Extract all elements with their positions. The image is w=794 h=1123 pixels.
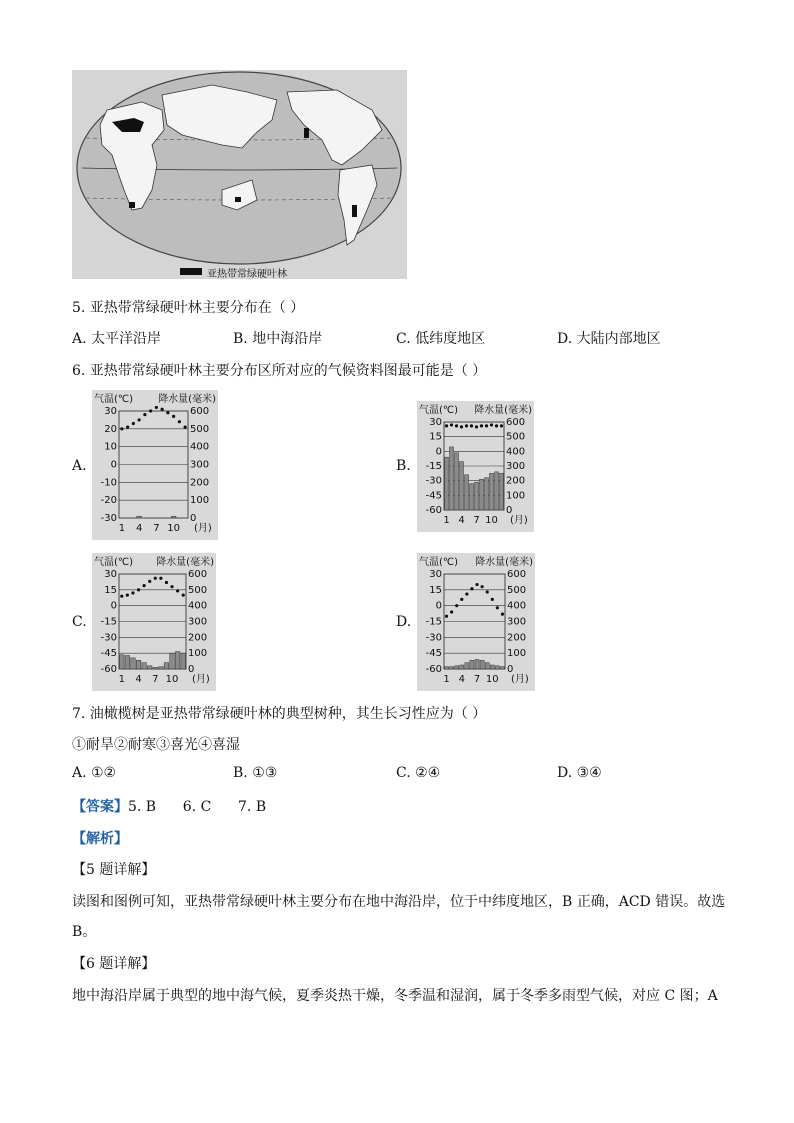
y-right-tick: 100	[188, 648, 208, 660]
precip-bar	[500, 667, 504, 669]
y-left-tick: -30	[425, 475, 442, 487]
temp-point	[131, 591, 134, 594]
chart-title-left: 气温(℃)	[419, 405, 459, 416]
y-left-tick: -20	[100, 495, 117, 507]
q6-detail-line1: 地中海沿岸属于典型的地中海气候，夏季炎热干燥，冬季温和湿润，属于冬季多雨型气候，对应 C 图；A	[72, 988, 718, 1004]
temp-point	[475, 583, 478, 586]
precip-bar	[170, 653, 175, 669]
q6-detail-heading: 【6 题详解】	[72, 956, 156, 972]
precip-bar	[480, 660, 484, 669]
y-right-tick: 500	[507, 584, 527, 596]
precip-bar	[142, 663, 147, 669]
y-right-tick: 0	[506, 505, 513, 516]
y-right-tick: 300	[188, 616, 208, 628]
precip-bar	[495, 472, 499, 510]
precip-bar	[125, 656, 130, 669]
y-left-tick: -30	[100, 513, 117, 524]
temp-point	[490, 423, 493, 426]
q5-option-b[interactable]: B. 地中海沿岸	[233, 331, 323, 347]
x-tick: 7	[153, 523, 160, 534]
temp-point	[155, 406, 158, 409]
temp-point	[184, 425, 187, 428]
temp-point	[166, 411, 169, 414]
precip-bar	[465, 475, 469, 510]
x-tick: 4	[135, 674, 142, 685]
temp-point	[480, 424, 483, 427]
y-left-tick: -15	[425, 616, 442, 628]
precip-bar	[164, 663, 169, 669]
q5-detail-heading: 【5 题详解】	[72, 862, 156, 878]
q7-stem: 7. 油橄榄树是亚热带常绿硬叶林的典型树种，其生长习性应为（ ）	[72, 706, 487, 722]
precip-bar	[445, 457, 449, 510]
y-left-tick: -15	[425, 461, 442, 472]
precip-bar	[450, 447, 454, 510]
y-right-tick: 0	[190, 513, 197, 524]
precip-bar	[490, 473, 494, 510]
temp-point	[450, 610, 453, 613]
y-left-tick: 0	[110, 459, 117, 471]
y-left-tick: 15	[104, 584, 117, 596]
precip-bar	[171, 516, 176, 518]
temp-point	[176, 589, 179, 592]
x-tick: 10	[165, 674, 179, 685]
y-right-tick: 200	[190, 477, 210, 489]
q5-detail-line1: 读图和图例可知，亚热带常绿硬叶林主要分布在地中海沿岸，位于中纬度地区，B 正确，ACD 错误。故选	[72, 894, 726, 910]
climate-chart-b	[417, 401, 534, 532]
temp-point	[132, 422, 135, 425]
y-left-tick: -30	[425, 632, 442, 644]
temp-point	[161, 408, 164, 411]
precip-bar	[475, 660, 479, 670]
y-right-tick: 300	[190, 459, 210, 471]
precip-bar	[475, 482, 479, 510]
y-left-tick: 30	[104, 406, 117, 417]
temp-point	[143, 413, 146, 416]
y-left-tick: 30	[429, 417, 442, 428]
temp-point	[445, 424, 448, 427]
x-tick: 7	[473, 515, 480, 526]
temp-point	[496, 606, 499, 609]
precip-bar	[495, 666, 499, 669]
precip-bar	[485, 478, 489, 510]
q6-stem: 6. 亚热带常绿硬叶林主要分布区所对应的气候资料图最可能是（ ）	[72, 363, 487, 379]
y-right-tick: 600	[190, 406, 210, 417]
chart-title-left: 气温(℃)	[94, 557, 134, 568]
temp-point	[170, 585, 173, 588]
temp-point	[178, 420, 181, 423]
y-left-tick: -60	[425, 664, 442, 675]
x-tick: (月)	[510, 515, 528, 526]
y-right-tick: 200	[507, 632, 527, 644]
x-tick: 4	[458, 674, 465, 685]
x-tick: 1	[443, 674, 450, 685]
precip-bar	[490, 665, 494, 669]
y-right-tick: 600	[188, 569, 208, 580]
precip-bar	[500, 473, 504, 510]
precip-bar	[455, 453, 459, 510]
y-right-tick: 400	[190, 441, 210, 453]
temp-point	[475, 425, 478, 428]
x-tick: 10	[485, 674, 499, 685]
answer-line	[72, 796, 266, 816]
y-left-tick: -45	[425, 490, 442, 502]
x-tick: 7	[473, 674, 481, 685]
x-tick: (月)	[192, 674, 210, 685]
x-tick: 4	[458, 515, 465, 526]
y-left-tick: -60	[100, 664, 117, 675]
temp-point	[465, 424, 468, 427]
temp-point	[486, 590, 489, 593]
y-right-tick: 500	[506, 431, 526, 443]
y-left-tick: 0	[435, 446, 442, 458]
temp-point	[154, 577, 157, 580]
temp-point	[445, 615, 448, 618]
y-right-tick: 100	[507, 648, 527, 660]
precip-bar	[175, 652, 180, 669]
y-right-tick: 600	[507, 569, 527, 580]
y-left-tick: 0	[435, 600, 442, 612]
q7-option-d[interactable]: D. ③④	[557, 765, 602, 781]
chart-title-right: 降水量(毫米)	[158, 394, 216, 405]
temp-point	[143, 584, 146, 587]
x-tick: 1	[443, 515, 450, 526]
y-right-tick: 300	[507, 616, 527, 628]
q7-option-c[interactable]: C. ②④	[396, 765, 441, 781]
y-right-tick: 400	[507, 600, 527, 612]
answer-tag: 【答案】	[72, 799, 128, 815]
y-right-tick: 400	[506, 446, 526, 458]
precip-bar	[485, 663, 489, 669]
temp-point	[126, 425, 129, 428]
chart-title-left: 气温(℃)	[419, 557, 459, 568]
q5-option-a[interactable]: A. 太平洋沿岸	[72, 331, 162, 347]
temp-point	[120, 595, 123, 598]
temp-point	[165, 581, 168, 584]
y-left-tick: 15	[429, 584, 442, 596]
chart-label-c[interactable]: C.	[72, 614, 87, 630]
temp-point	[126, 594, 129, 597]
precip-bar	[181, 653, 186, 669]
chart-label-a[interactable]: A.	[72, 458, 87, 474]
temp-point	[500, 424, 503, 427]
x-tick: 4	[135, 523, 143, 534]
y-left-tick: 0	[110, 600, 117, 612]
y-right-tick: 0	[507, 664, 514, 675]
temp-point	[465, 592, 468, 595]
temp-point	[450, 423, 453, 426]
precip-bar	[153, 667, 158, 669]
temp-point	[172, 415, 175, 418]
precip-bar	[450, 667, 454, 669]
temp-point	[455, 424, 458, 427]
chart-title-right: 降水量(毫米)	[474, 405, 532, 416]
q7-items: ①耐旱②耐寒③喜光④喜湿	[72, 737, 240, 753]
precip-bar	[147, 666, 152, 669]
y-left-tick: -30	[100, 632, 117, 644]
precip-bar	[120, 655, 125, 669]
q7-option-b[interactable]: B. ①③	[233, 765, 278, 781]
x-tick: 10	[485, 515, 498, 526]
temp-point	[137, 588, 140, 591]
temp-point	[455, 604, 458, 607]
precip-bar	[460, 665, 464, 669]
precip-bar	[445, 667, 449, 669]
temp-point	[159, 577, 162, 580]
temp-point	[138, 418, 141, 421]
precip-bar	[470, 484, 474, 510]
temp-point	[460, 598, 463, 601]
y-right-tick: 0	[188, 664, 195, 675]
precip-bar	[137, 516, 142, 518]
x-tick: 10	[167, 523, 180, 534]
precip-bar	[159, 667, 164, 669]
temp-point	[148, 580, 151, 583]
precip-bar	[480, 479, 484, 510]
chart-title-left: 气温(℃)	[94, 394, 134, 405]
chart-label-b[interactable]: B.	[396, 458, 411, 474]
temp-point	[495, 424, 498, 427]
y-left-tick: -45	[100, 648, 117, 660]
x-tick: 1	[118, 523, 126, 534]
world-map	[72, 70, 407, 279]
x-tick: (月)	[194, 523, 212, 534]
y-right-tick: 300	[506, 461, 526, 472]
y-left-tick: 30	[429, 569, 442, 580]
chart-title-right: 降水量(毫米)	[156, 557, 214, 568]
y-left-tick: -15	[100, 616, 117, 628]
y-right-tick: 500	[190, 423, 210, 435]
map-legend-label: 亚热带常绿硬叶林	[207, 269, 287, 280]
q5-option-d[interactable]: D. 大陆内部地区	[557, 331, 661, 347]
q7-option-a[interactable]: A. ①②	[72, 765, 117, 781]
temp-point	[460, 425, 463, 428]
q5-detail-line2: B。	[72, 924, 97, 940]
temp-point	[470, 424, 473, 427]
y-left-tick: 15	[429, 431, 442, 443]
y-left-tick: -10	[100, 477, 117, 489]
q5-option-c[interactable]: C. 低纬度地区	[396, 331, 486, 347]
x-tick: 1	[118, 674, 125, 685]
chart-title-right: 降水量(毫米)	[475, 557, 533, 568]
precip-bar	[136, 660, 141, 669]
y-right-tick: 100	[190, 495, 210, 507]
precip-bar	[460, 462, 464, 510]
q5-stem: 5. 亚热带常绿硬叶林主要分布在（ ）	[72, 300, 305, 316]
x-tick: 7	[152, 674, 159, 685]
y-right-tick: 600	[506, 417, 526, 428]
y-right-tick: 200	[188, 632, 208, 644]
chart-label-d[interactable]: D.	[396, 614, 412, 630]
x-tick: (月)	[511, 674, 529, 685]
y-right-tick: 500	[188, 584, 208, 596]
y-left-tick: 30	[104, 569, 117, 580]
y-left-tick: -45	[425, 648, 442, 660]
y-right-tick: 100	[506, 490, 526, 502]
y-right-tick: 400	[188, 600, 208, 612]
answer-text: 5. B 6. C 7. B	[128, 799, 267, 815]
temp-point	[501, 613, 504, 616]
precip-bar	[465, 663, 469, 669]
y-left-tick: 20	[104, 423, 117, 435]
precip-bar	[131, 658, 136, 669]
y-left-tick: 10	[104, 441, 117, 453]
temp-point	[491, 598, 494, 601]
precip-bar	[470, 660, 474, 669]
precip-bar	[455, 666, 459, 669]
y-right-tick: 200	[506, 475, 526, 487]
climate-chart-d	[417, 553, 535, 691]
analysis-tag: 【解析】	[72, 831, 128, 847]
temp-point	[182, 594, 185, 597]
temp-point	[481, 585, 484, 588]
temp-point	[485, 424, 488, 427]
world-map-figure	[72, 70, 407, 279]
climate-chart-c	[92, 553, 216, 691]
temp-point	[470, 587, 473, 590]
temp-point	[149, 409, 152, 412]
climate-chart-a	[92, 390, 218, 540]
y-left-tick: -60	[425, 505, 442, 516]
temp-point	[120, 427, 123, 430]
